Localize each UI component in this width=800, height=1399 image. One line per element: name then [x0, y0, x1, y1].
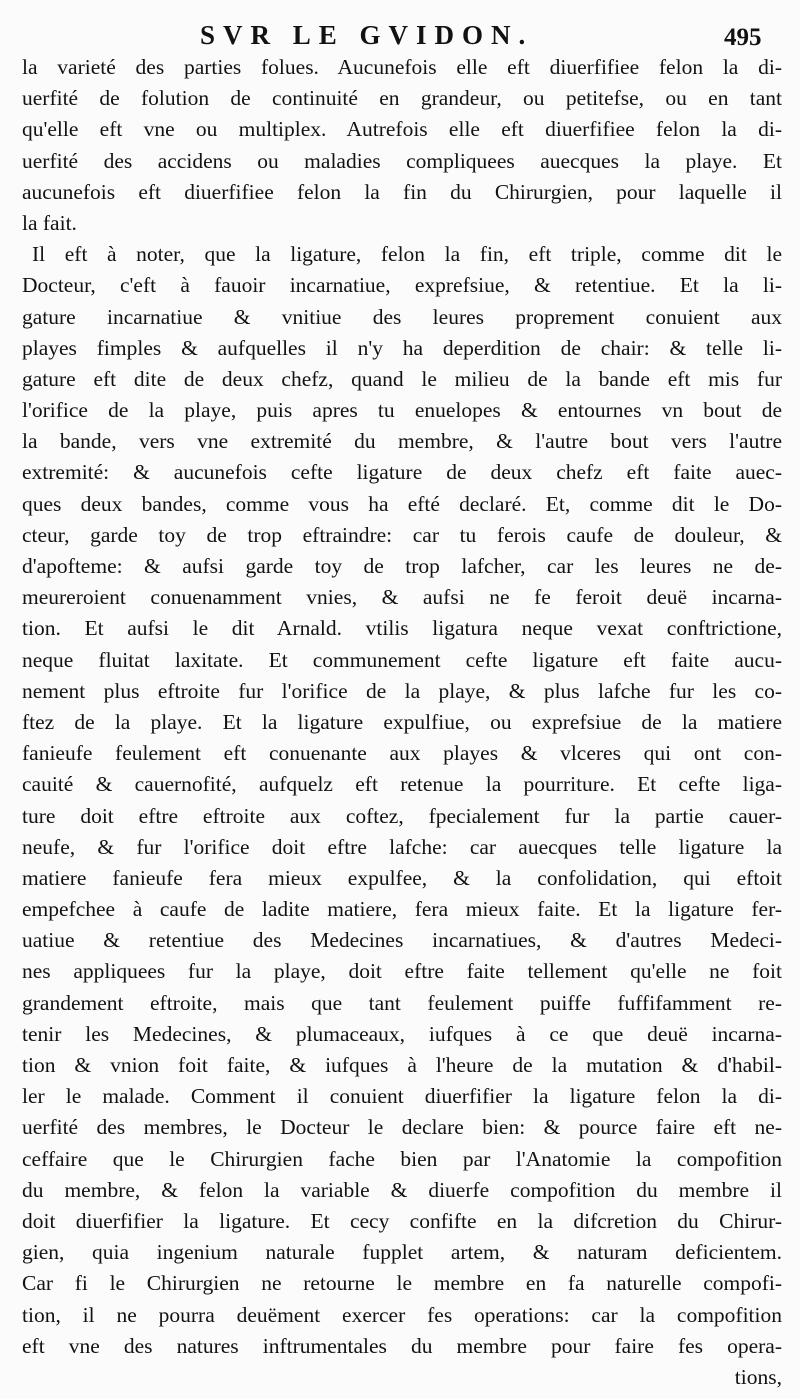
text-line: la varieté des parties folues. Aucunefois elle eft diuerfifiee felon la di-: [22, 55, 782, 79]
text-line: ture doit eftre eftroite aux coftez, fpecialement fur la partie cauer-: [22, 803, 782, 828]
text-line: meureroient conuenamment vnies, & aufsi ne fe feroit deuë incarna-: [22, 585, 782, 610]
text-line: Docteur, c'eft à fauoir incarnatiue, exprefsiue, & retentiue. Et la li-: [22, 273, 782, 298]
body-text: [22, 52, 782, 1393]
text-line: matiere fanieufe fera mieux expulfee, & la confolidation, qui eftoit: [22, 865, 782, 890]
catchword: tions,: [734, 1364, 782, 1389]
text-line: ler le malade. Comment il conuient diuerfifier la ligature felon la di-: [22, 1084, 782, 1109]
text-line: uerfité des membres, le Docteur le declare bien: & pource faire eft ne-: [22, 1115, 782, 1140]
text-line: qu'elle eft vne ou multiplex. Autrefois elle eft diuerfifiee felon la di-: [22, 117, 782, 142]
text-line: neufe, & fur l'orifice doit eftre lafche: car auecques telle ligature la: [22, 834, 782, 859]
text-line: tenir les Medecines, & plumaceaux, iufques à ce que deuë incarna-: [22, 1021, 782, 1046]
text-line: doit diuerfifier la ligature. Et cecy confifte en la difcretion du Chirur-: [22, 1208, 782, 1233]
text-line: d'apofteme: & aufsi garde toy de trop lafcher, car les leures ne de-: [22, 554, 782, 578]
text-line: nement plus eftroite fur l'orifice de la playe, & plus lafche fur les co-: [22, 678, 782, 703]
text-line: playes fimples & aufquelles il n'y ha deperdition de chair: & telle li-: [22, 335, 782, 360]
text-line: gien, quia ingenium naturale fupplet artem, & naturam deficientem.: [22, 1240, 782, 1265]
text-line: empefchee à caufe de ladite matiere, fera mieux faite. Et la ligature fer-: [22, 897, 782, 922]
page-number: 495: [724, 24, 762, 51]
paragraph-start-line: Il eft à noter, que la ligature, felon la fin, eft triple, comme dit le: [32, 242, 782, 267]
text-line: aucunefois eft diuerfifiee felon la fin du Chirurgien, pour laquelle il: [22, 179, 782, 204]
text-line: la fait.: [22, 210, 77, 235]
text-line: eft vne des natures inftrumentales du membre pour faire fes opera-: [22, 1333, 782, 1358]
text-line: tion & vnion foit faite, & iufques à l'heure de la mutation & d'habil-: [22, 1053, 782, 1077]
text-line: Car fi le Chirurgien ne retourne le membre en fa naturelle compofi-: [22, 1271, 782, 1296]
page-header: [0, 6, 800, 52]
text-line: gature eft dite de deux chefz, quand le milieu de la bande eft mis fur: [22, 366, 782, 391]
text-line: ques deux bandes, comme vous ha efté declaré. Et, comme dit le Do-: [22, 491, 782, 516]
text-line: extremité: & aucunefois cefte ligature de deux chefz eft faite auec-: [22, 460, 782, 485]
running-head: SVR LE GVIDON.: [200, 20, 534, 50]
text-line: ceffaire que le Chirurgien fache bien par l'Anatomie la compofition: [22, 1146, 782, 1171]
text-line: gature incarnatiue & vnitiue des leures proprement conuient aux: [22, 304, 782, 329]
text-line: grandement eftroite, mais que tant feulement puiffe fuffifamment re-: [22, 990, 782, 1015]
text-line: nes appliquees fur la playe, doit eftre faite tellement qu'elle ne foit: [22, 959, 782, 984]
text-line: la bande, vers vne extremité du membre, & l'autre bout vers l'autre: [22, 429, 782, 454]
text-line: uerfité des accidens ou maladies compliquees auecques la playe. Et: [22, 148, 782, 173]
text-line: ftez de la playe. Et la ligature expulfiue, ou exprefsiue de la matiere: [22, 709, 782, 734]
text-line: du membre, & felon la variable & diuerfe compofition du membre il: [22, 1177, 782, 1202]
text-line: uatiue & retentiue des Medecines incarnatiues, & d'autres Medeci-: [22, 928, 782, 953]
text-line: cteur, garde toy de trop eftraindre: car tu ferois caufe de douleur, &: [22, 522, 782, 547]
text-line: l'orifice de la playe, puis apres tu enuelopes & entournes vn bout de: [22, 398, 782, 423]
text-line: fanieufe feulement eft conuenante aux playes & vlceres qui ont con-: [22, 741, 782, 766]
text-line: cauité & cauernofité, aufquelz eft retenue la pourriture. Et cefte liga-: [22, 772, 782, 797]
text-line: uerfité de folution de continuité en grandeur, ou petitefse, ou en tant: [22, 86, 782, 111]
text-line: tion. Et aufsi le dit Arnald. vtilis ligatura neque vexat conftrictione,: [22, 616, 782, 641]
text-line: tion, il ne pourra deuëment exercer fes operations: car la compofition: [22, 1302, 782, 1327]
text-line: neque fluitat laxitate. Et communement cefte ligature eft faite aucu-: [22, 647, 782, 672]
